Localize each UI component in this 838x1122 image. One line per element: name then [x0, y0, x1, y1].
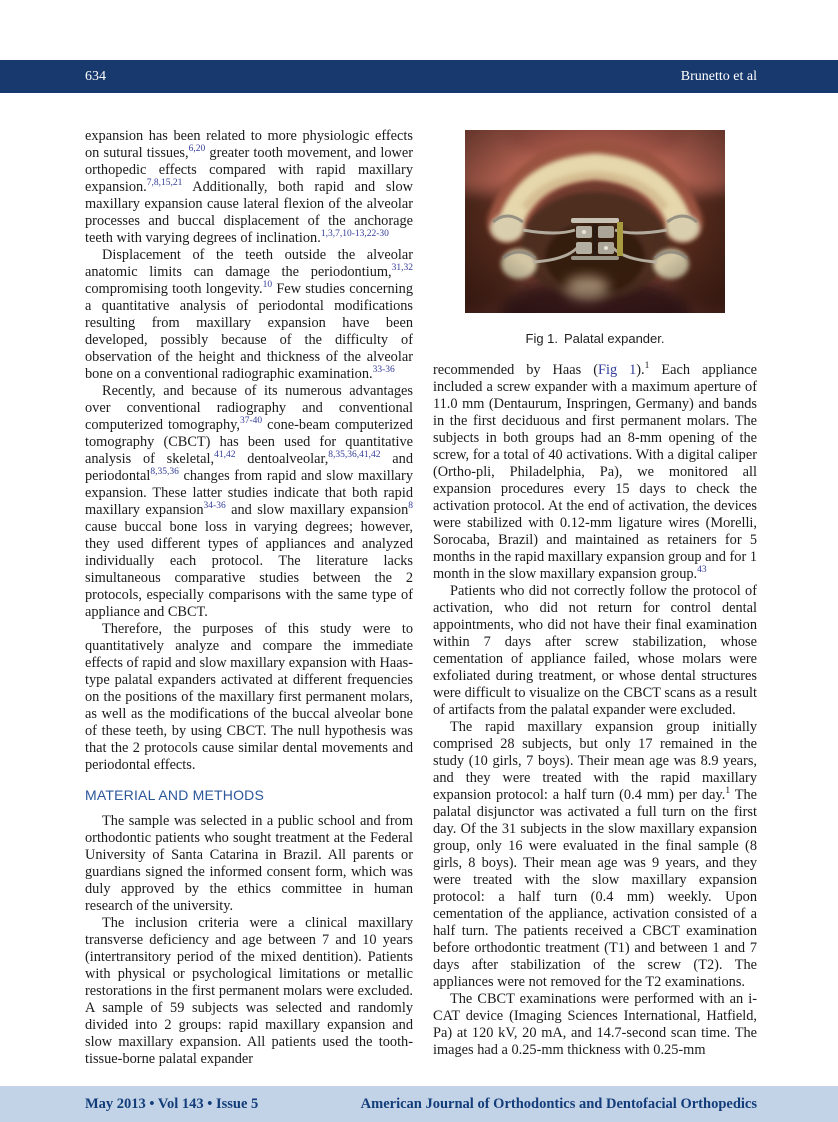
figure-caption-text: Palatal expander.: [564, 331, 665, 346]
citation-reference[interactable]: 43: [697, 565, 707, 576]
paragraph: The CBCT examinations were performed with an i-CAT device (Imaging Sciences International, Hatfield, Pa) at 120 kV, 20 mA, and 14.7-second scan time. The images had a 0.25-mm thickness with 0.25-mm: [433, 991, 757, 1058]
section-heading-material-and-methods: MATERIAL AND METHODS: [85, 787, 265, 803]
citation-reference[interactable]: 37-40: [239, 416, 263, 427]
page-footer-bar: [0, 1086, 838, 1122]
paragraph: The sample was selected in a public school and from orthodontic patients who sought treatment at the Federal University of Santa Catarina in Brazil. All parents or guardians signed the informed consent form, which was duly approved by the ethics committee in human research of the university.: [85, 813, 413, 914]
citation-reference[interactable]: 10: [262, 280, 273, 291]
citation-reference[interactable]: 8: [408, 501, 413, 512]
citation-reference[interactable]: 8,35,36,41,42: [328, 450, 381, 461]
left-text-column: [85, 128, 413, 1068]
citation-reference[interactable]: 31,32: [391, 263, 413, 274]
page-number: 634: [85, 68, 106, 84]
methods-paragraphs: [85, 813, 413, 1068]
right-text-column: [433, 128, 757, 1059]
paragraph: Displacement of the teeth outside the alveolar anatomic limits can damage the periodontium,$^{31,32}$ compromising tooth longevity.$^{10}$ Few studies concerning a quantitative analysis of periodontal modifications resulting from maxillary expansion have been developed, possibly because of the difficulty of observation of the height and thickness of the alveolar bone on a conventional radiographic examination.$^{33-36}$: [85, 247, 413, 382]
citation-reference[interactable]: 6,20: [188, 144, 206, 155]
issue-info: May 2013 • Vol 143 • Issue 5: [85, 1095, 259, 1112]
figure-caption-label: Fig 1.: [525, 331, 559, 346]
citation-reference[interactable]: 8,35,36: [150, 467, 179, 478]
palatal-expander-photo: [465, 130, 725, 313]
citation-reference[interactable]: 41,42: [214, 450, 236, 461]
paragraph: expansion has been related to more physiologic effects on sutural tissues,$^{6,20}$ greater tooth movement, and lower orthopedic effects compared with rapid maxillary expansion.$^{7,8,15,21}$ Additionally, both rapid and slow maxillary expansion cause lateral flexion of the alveolar processes and buccal displacement of the anchorage teeth with varying degrees of inclination.$^{1,3,7,10-13,22-30}$: [85, 128, 413, 246]
citation-reference[interactable]: 7,8,15,21: [146, 178, 183, 189]
running-head: Brunetto et al: [680, 68, 757, 84]
paragraph: Recently, and because of its numerous advantages over conventional radiography and conventional computerized tomography,$^{37-40}$ cone-beam computerized tomography (CBCT) has been used for quantitative analysis of skeletal,$^{41,42}$ dentoalveolar,$^{8,35,36,41,42}$ and periodontal$^{8,35,36}$ changes from rapid and slow maxillary expansion. These latter studies indicate that both rapid maxillary expansion$^{34-36}$ and slow maxillary expansion$^8$ cause buccal bone loss in varying degrees; however, they used different types of appliances and analyzed individually each protocol. The literature lacks simultaneous comparative studies between the 2 protocols, especially comparisons with the same type of appliance and CBCT.: [85, 383, 413, 620]
page-header-bar: [0, 60, 838, 93]
figure-link[interactable]: Fig 1: [597, 362, 637, 378]
citation-reference[interactable]: 34-36: [203, 501, 226, 512]
intro-paragraphs: [85, 128, 413, 774]
footnote-marker: 1: [725, 786, 731, 797]
paragraph: recommended by Haas (Fig 1).$^1$ Each appliance included a screw expander with a maximum aperture of 11.0 mm (Dentaurum, Inspringen, Germany) and bands in the first deciduous and first permanent molars. The subjects in both groups had an 8-mm opening of the screw, for a total of 40 activations. With a digital caliper (Ortho-pli, Philadelphia, Pa), we monitored all expansion procedures every 15 days to check the activation protocol. At the end of activation, the devices were stabilized with 0.12-mm ligature wires (Morelli, Sorocaba, Brazil) and maintained as retainers for 5 months in the rapid maxillary expansion group and for 1 month in the slow maxillary expansion group.$^{43}$: [433, 361, 757, 582]
vignette-overlay: [465, 130, 725, 313]
citation-reference[interactable]: 1,3,7,10-13,22-30: [320, 229, 389, 240]
figure-1-block: [465, 130, 725, 346]
paragraph: Therefore, the purposes of this study were to quantitatively analyze and compare the immediate effects of rapid and slow maxillary expansion with Haas-type palatal expanders activated at different frequencies on the positions of the maxillary first permanent molars, as well as the modifications of the buccal alveolar bone of these teeth, by using CBCT. The null hypothesis was that the 2 protocols cause similar dental movements and periodontal effects.: [85, 621, 413, 773]
paragraph: The rapid maxillary expansion group initially comprised 28 subjects, but only 17 remained in the study (10 girls, 7 boys). Their mean age was 8.9 years, and they were treated with the rapid maxillary expansion protocol: a half turn (0.4 mm) per day.$^1$ The palatal disjunctor was activated a full turn on the first day. Of the 31 subjects in the slow maxillary expansion group, only 16 were evaluated in the final sample (8 girls, 8 boys). Their mean age was 9 years, and they were treated with the slow maxillary expansion protocol: a half turn (0.4 mm) weekly. Upon cementation of the appliance, activation consisted of a half turn. The patients received a CBCT examination before orthodontic treatment (T1) and between 1 and 7 days after stabilization of the screw (T2). The appliances were not removed for the T2 examinations.: [433, 719, 757, 990]
citation-reference[interactable]: 33-36: [372, 365, 395, 376]
figure-1-caption: [465, 331, 725, 346]
footnote-marker: 1: [644, 361, 650, 372]
paragraph: Patients who did not correctly follow the protocol of activation, who did not return for control dental appointments, who did not have their final examination within 7 days after screw stabilization, whose cementation of appliance failed, whose molars were exfoliated during treatment, or whose dental structures were difficult to visualize on the CBCT scans as a result of artifacts from the palatal expander were excluded.: [433, 583, 757, 718]
right-column-paragraphs: [433, 362, 757, 1059]
paragraph: The inclusion criteria were a clinical maxillary transverse deficiency and age between 7 and 10 years (intertransitory period of the mixed dentition). Patients with physical or psychological limitations or metallic restorations in the first permanent molars were excluded. A sample of 59 subjects was selected and randomly divided into 2 groups: rapid maxillary expansion and slow maxillary expansion. All patients used the tooth-tissue-borne palatal expander: [85, 915, 413, 1067]
journal-name: American Journal of Orthodontics and Dentofacial Orthopedics: [360, 1095, 757, 1112]
